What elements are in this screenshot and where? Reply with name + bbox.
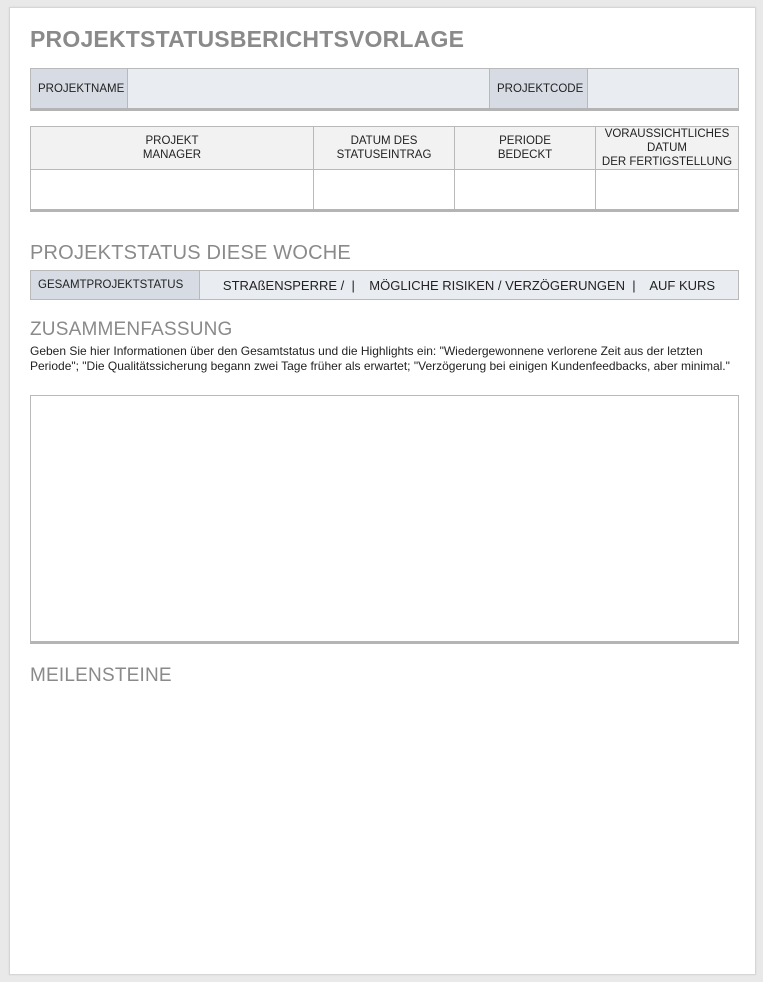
summary-heading: ZUSAMMENFASSUNG [30, 319, 233, 340]
period-covered-field[interactable] [455, 170, 596, 209]
status-section-heading: PROJEKTSTATUS DIESE WOCHE [30, 242, 351, 264]
milestones-heading: MEILENSTEINE [30, 665, 172, 686]
header-period-covered: PERIODE BEDECKT [455, 127, 596, 170]
overall-status-row [30, 270, 739, 300]
header-expected-completion: VORAUSSICHTLICHES DATUM DER FERTIGSTELLUNG [596, 127, 738, 170]
document-title: PROJEKTSTATUSBERICHTSVORLAGE [30, 26, 465, 52]
project-name-field[interactable] [128, 69, 490, 108]
overall-status-label: GESAMTPROJEKTSTATUS [31, 271, 200, 299]
summary-instructions: Geben Sie hier Informationen über den Gesamtstatus und die Highlights ein: "Wiedergewonnene verlorene Zeit aus der letzten Periode"; "Die Qualitätssicherung begann zwei Tage früher als erwartet; "Verzögerung bei einigen Kundenfeedbacks, aber minimal." [30, 344, 730, 373]
project-code-field[interactable] [588, 69, 738, 108]
overall-status-options[interactable]: STRAßENSPERRE / | MÖGLICHE RISIKEN / VERZÖGERUNGEN | AUF KURS [200, 271, 738, 299]
summary-input-box[interactable] [30, 395, 739, 644]
project-info-row [30, 68, 739, 111]
header-status-date: DATUM DES STATUSEINTRAG [314, 127, 455, 170]
project-code-label: PROJEKTCODE [490, 69, 588, 108]
project-details-table [30, 126, 739, 212]
expected-completion-field[interactable] [596, 170, 738, 209]
header-project-manager: PROJEKT MANAGER [31, 127, 314, 170]
project-name-label: PROJEKTNAME [31, 69, 128, 108]
status-date-field[interactable] [314, 170, 455, 209]
document-page [9, 7, 756, 975]
project-manager-field[interactable] [31, 170, 314, 209]
